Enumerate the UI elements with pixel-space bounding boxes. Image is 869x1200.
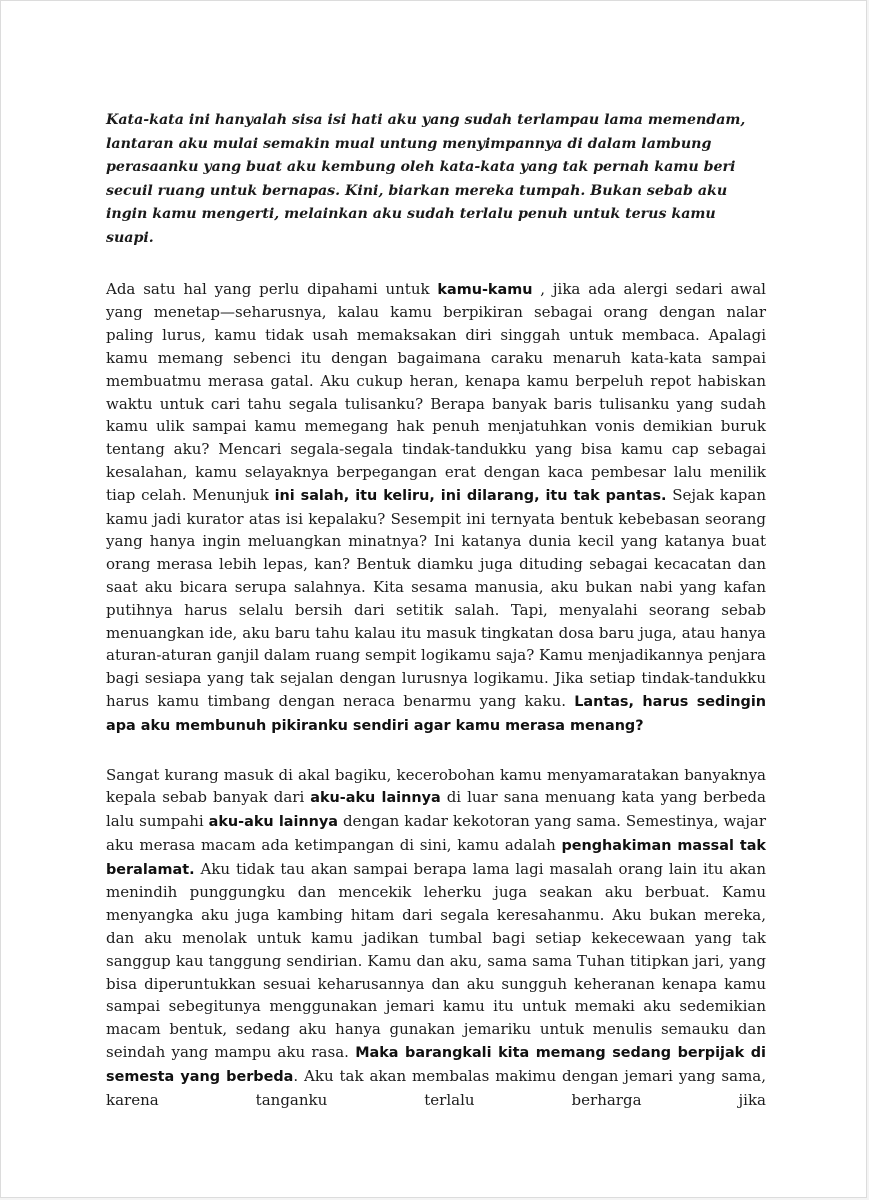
emphasis-text: kamu-kamu: [437, 281, 533, 298]
body-paragraph-2: [106, 764, 766, 1112]
body-paragraph-1: [106, 278, 766, 738]
text-run: Sangat kurang masuk di akal bagiku, kecerobohan kamu menyamaratakan banyaknya kepala sebab banyak dari: [106, 765, 766, 807]
document-body: [106, 109, 766, 1137]
text-run: dengan kadar kekotoran yang sama. Semestinya, wajar aku merasa macam ada ketimpangan di sini, kamu adalah: [106, 812, 766, 854]
emphasis-text: penghakiman massal tak beralamat.: [106, 837, 766, 878]
emphasis-text: aku-aku lainnya: [310, 790, 441, 807]
emphasis-text: aku-aku lainnya: [208, 814, 339, 831]
text-run: Aku tidak tau akan sampai berapa lama lagi masalah orang lain itu akan menindih punggungku dan mencekik leherku juga seakan aku berbuat. Kamu menyangka aku juga kambing hitam dari segala keresahanmu. Aku bukan mereka, dan aku menolak untuk kamu jadikan tumbal bagi setiap kekecewaan yang tak sanggup kau tanggung sendirian. Kamu dan aku, sama sama Tuhan titipkan jari, yang bisa diperuntukkan sesuai keharusannya dan aku sungguh keheranan kenapa kamu sampai sebegitunya menggunakan jemari kamu itu untuk memaki aku sedemikian macam bentuk, sedang aku hanya gunakan jemariku untuk menulis semauku dan seindah yang mampu aku rasa.: [106, 859, 766, 1062]
emphasis-text: Lantas, harus sedingin apa aku membunuh pikiranku sendiri agar kamu merasa menang?: [106, 693, 766, 734]
text-run: Ada satu hal yang perlu dipahami untuk: [106, 279, 438, 298]
emphasis-text: Maka barangkali kita memang sedang berpijak di semesta yang berbeda: [106, 1045, 766, 1085]
text-run: . Aku tak akan membalas makimu dengan jemari yang sama, karena tanganku terlalu berharga jika: [106, 1066, 767, 1109]
text-run: Sejak kapan kamu jadi kurator atas isi kepalaku? Sesempit ini ternyata bentuk kebebasan seorang yang hanya ingin meluangkan minatnya? Ini katanya dunia kecil yang katanya buat orang merasa lebih lepas, kan? Bentuk diamku juga dituding sebagai kecacatan dan saat aku bicara serupa salahnya. Kita sesama manusia, aku bukan nabi yang kafan putihnya harus selalu bersih dari setitik salah. Tapi, menyalahi seorang sebab menuangkan ide, aku baru tahu kalau itu masuk tingkatan dosa baru juga, atau hanya aturan-aturan ganjil dalam ruang sempit logikamu saja? Kamu menjadikannya penjara bagi sesiapa yang tak sejalan dengan lurusnya logikamu. Jika setiap tindak-tandukku harus kamu timbang dengan neraca benarmu yang kaku.: [106, 485, 766, 710]
intro-paragraph: Kata-kata ini hanyalah sisa isi hati aku yang sudah terlampau lama memendam, lantaran aku mulai semakin mual untung menyimpannya di dalam lambung perasaanku yang buat aku kembung oleh kata-kata yang tak pernah kamu beri secuil ruang untuk bernapas. Kini, biarkan mereka tumpah. Bukan sebab aku ingin kamu mengerti, melainkan aku sudah terlalu penuh untuk terus kamu suapi.: [106, 112, 746, 246]
text-run: di luar sana menuang kata yang berbeda lalu sumpahi: [106, 788, 766, 831]
text-run: , jika ada alergi sedari awal yang menetap—seharusnya, kalau kamu berpikiran sebagai orang dengan nalar paling lurus, kamu tidak usah memaksakan diri singgah untuk membaca. Apalagi kamu memang sebenci itu dengan bagaimana caraku menaruh kata-kata sampai membuatmu merasa gatal. Aku cukup heran, kenapa kamu berpeluh repot habiskan waktu untuk cari tahu segala tulisanku? Berapa banyak baris tulisanku yang sudah kamu ulik sampai kamu memegang hak penuh menjatuhkan vonis demikian buruk tentang aku? Mencari segala-segala tindak-tandukku yang bisa kamu cap sebagai kesalahan, kamu selayaknya berpegangan erat dengan kaca pembesar lalu menilik tiap celah. Menunjuk: [106, 279, 766, 504]
emphasis-text: ini salah, itu keliru, ini dilarang, itu tak pantas.: [274, 487, 667, 504]
